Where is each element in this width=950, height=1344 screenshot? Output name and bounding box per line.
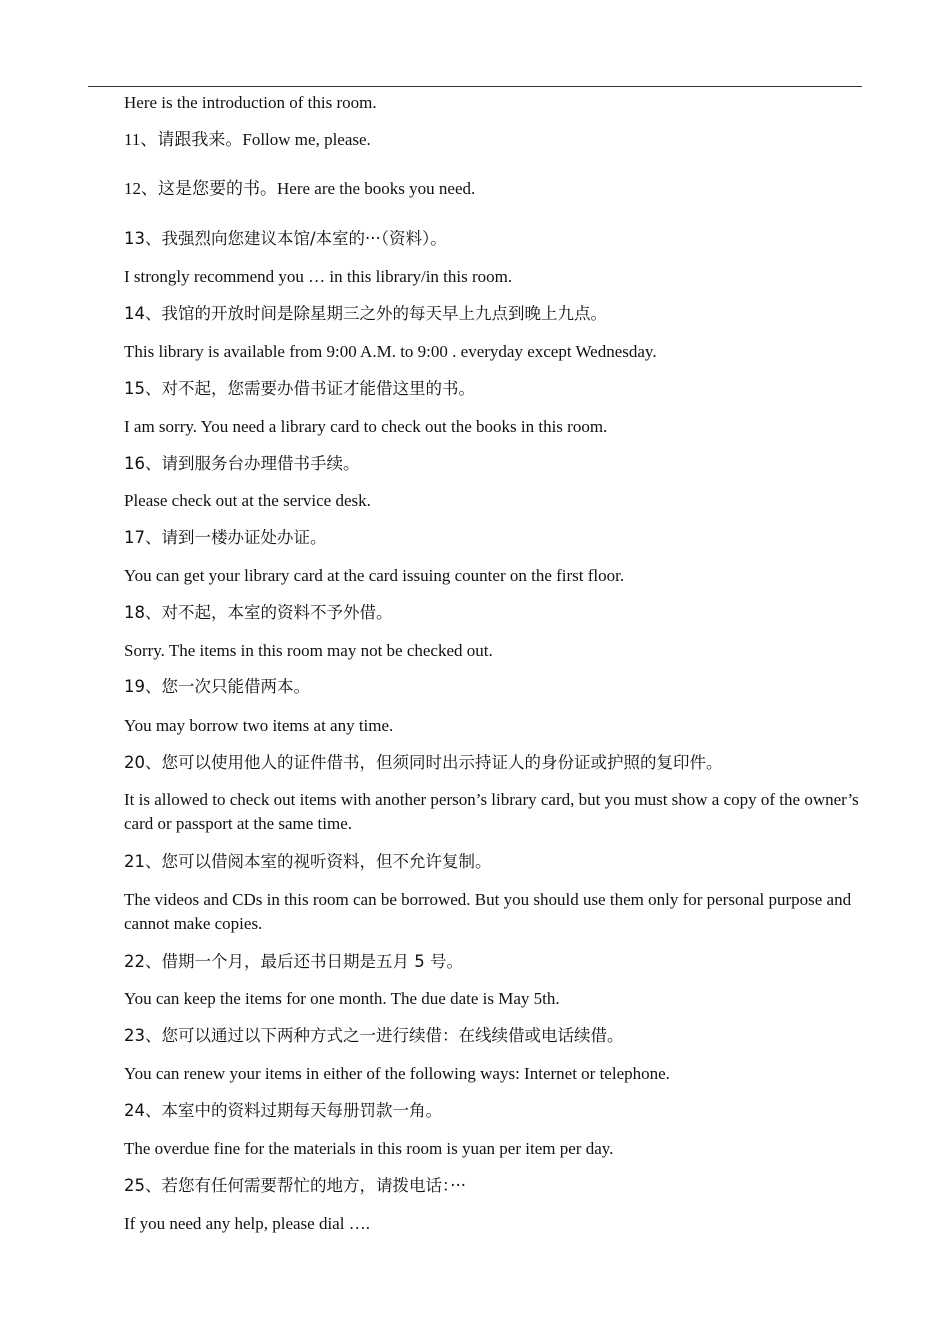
item-19-en: You may borrow two items at any time. [124,716,394,735]
header-rule [88,86,862,87]
item-22-cn: 22、借期一个月，最后还书日期是五月 5 号。 [124,952,463,971]
item-17-en: You can get your library card at the card issuing counter on the first floor. [124,566,625,585]
item-11: 11、请跟我来。Follow me, please. [124,130,371,149]
item-22-en: You can keep the items for one month. The due date is May 5th. [124,989,560,1008]
item-13-cn: 13、我强烈向您建议本馆/本室的···（资料）。 [124,229,447,248]
item-18-en: Sorry. The items in this room may not be checked out. [124,641,493,660]
item-15-en: I am sorry. You need a library card to check out the books in this room. [124,417,608,436]
item-15-cn: 15、对不起，您需要办借书证才能借这里的书。 [124,379,475,398]
item-16-cn: 16、请到服务台办理借书手续。 [124,454,360,473]
item-20-en: It is allowed to check out items with another person’s library card, but you must show a copy of the owner’s card or passport at the same time. [124,790,859,833]
item-21-cn: 21、您可以借阅本室的视听资料，但不允许复制。 [124,852,492,871]
item-24-cn: 24、本室中的资料过期每天每册罚款一角。 [124,1101,442,1120]
item-12: 12、这是您要的书。Here are the books you need. [124,179,476,198]
item-19-cn: 19、您一次只能借两本。 [124,677,310,696]
item-21-en: The videos and CDs in this room can be borrowed. But you should use them only for personal purpose and cannot make copies. [124,890,852,933]
item-23-cn: 23、您可以通过以下两种方式之一进行续借：在线续借或电话续借。 [124,1026,624,1045]
item-25-cn: 25、若您有任何需要帮忙的地方，请拨电话：··· [124,1176,466,1195]
item-20-cn: 20、您可以使用他人的证件借书，但须同时出示持证人的身份证或护照的复印件。 [124,753,723,772]
item-24-en: The overdue fine for the materials in this room is yuan per item per day. [124,1139,614,1158]
item-14-cn: 14、我馆的开放时间是除星期三之外的每天早上九点到晚上九点。 [124,304,607,323]
item-25-en: If you need any help, please dial …. [124,1214,370,1233]
item-18-cn: 18、对不起，本室的资料不予外借。 [124,603,393,622]
item-13-en: I strongly recommend you … in this library/in this room. [124,267,513,286]
item-23-en: You can renew your items in either of the following ways: Internet or telephone. [124,1064,670,1083]
item-14-en: This library is available from 9:00 A.M. to 9:00 . everyday except Wednesday. [124,342,657,361]
intro-line: Here is the introduction of this room. [124,93,377,112]
item-17-cn: 17、请到一楼办证处办证。 [124,528,327,547]
item-16-en: Please check out at the service desk. [124,491,371,510]
